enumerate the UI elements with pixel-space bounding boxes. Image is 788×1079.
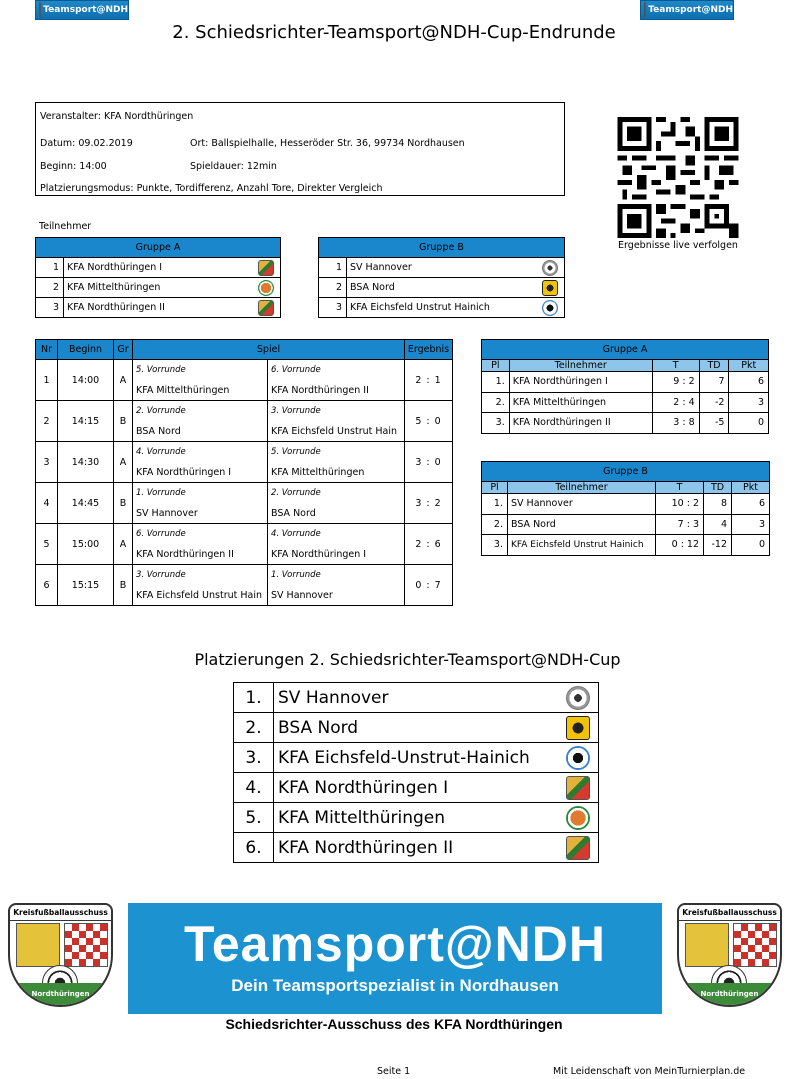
veranstalter: Veranstalter: KFA Nordthüringen xyxy=(40,111,194,122)
placement-team: KFA Eichsfeld-Unstrut-Hainich xyxy=(274,743,559,773)
game-time: 15:15 xyxy=(58,565,114,606)
crest-base: Nordthüringen xyxy=(10,983,111,1005)
team-nr: 1 xyxy=(36,258,64,278)
page-number: Seite 1 xyxy=(377,1066,411,1077)
table-row xyxy=(482,494,770,515)
away-label: 6. Vorrunde xyxy=(268,360,405,381)
game-result: 3 : 0 xyxy=(405,442,453,483)
team-name: KFA Nordthüringen I xyxy=(64,258,253,278)
away-team: KFA Nordthüringen I xyxy=(268,544,405,565)
pkt: 6 xyxy=(732,494,770,515)
pl: 3. xyxy=(482,535,508,556)
game-result: 0 : 7 xyxy=(405,565,453,606)
organizer-line: Schiedsrichter-Ausschuss des KFA Nordthüringen xyxy=(225,1016,563,1032)
game-row xyxy=(36,360,453,381)
tore: 3 : 8 xyxy=(652,413,699,434)
banner-title: Teamsport@NDH xyxy=(184,916,606,972)
lion-icon xyxy=(16,923,60,967)
placement-pos: 1. xyxy=(234,683,274,713)
table-row xyxy=(482,514,770,535)
tore: 7 : 3 xyxy=(656,514,704,535)
teamsport-logo-left xyxy=(35,0,129,20)
home-team: KFA Nordthüringen I xyxy=(133,462,268,483)
game-group: A xyxy=(114,524,133,565)
table-row xyxy=(319,278,565,298)
kfa-nordthueringen-crest-icon xyxy=(566,836,590,860)
crest-base: Nordthüringen xyxy=(679,983,780,1005)
game-result: 3 : 2 xyxy=(405,483,453,524)
team: BSA Nord xyxy=(508,514,656,535)
pl: 2. xyxy=(482,514,508,535)
placement-pos: 5. xyxy=(234,803,274,833)
td: -2 xyxy=(699,392,729,413)
table-row xyxy=(482,535,770,556)
game-row xyxy=(36,483,453,504)
team: KFA Nordthüringen II xyxy=(509,413,652,434)
team-name: BSA Nord xyxy=(347,278,537,298)
team-nr: 3 xyxy=(36,298,64,318)
logo-text: Teamsport@NDH xyxy=(648,5,733,15)
col-spiel: Spiel xyxy=(133,340,405,360)
placement-pos: 2. xyxy=(234,713,274,743)
placement-pos: 3. xyxy=(234,743,274,773)
kfa-mittelthueringen-logo-icon xyxy=(566,806,590,830)
spieldauer: Spieldauer: 12min xyxy=(190,161,277,172)
placement-pos: 6. xyxy=(234,833,274,863)
placement-team: KFA Nordthüringen I xyxy=(274,773,559,803)
away-label: 5. Vorrunde xyxy=(268,442,405,463)
game-group: B xyxy=(114,483,133,524)
placement-row xyxy=(234,683,599,713)
standings-title: Gruppe A xyxy=(482,340,769,360)
kfa-eichsfeld-logo-icon xyxy=(566,746,590,770)
td: -12 xyxy=(704,535,732,556)
pkt: 3 xyxy=(732,514,770,535)
col-gr: Gr xyxy=(114,340,133,360)
game-group: B xyxy=(114,401,133,442)
placement-row xyxy=(234,743,599,773)
col-t: T xyxy=(652,360,699,372)
qr-caption: Ergebnisse live verfolgen xyxy=(618,240,738,251)
game-time: 15:00 xyxy=(58,524,114,565)
game-time: 14:15 xyxy=(58,401,114,442)
crest-ribbon: Kreisfußballausschuss xyxy=(679,905,780,921)
pl: 1. xyxy=(482,372,510,393)
team-nr: 2 xyxy=(36,278,64,298)
game-group: A xyxy=(114,360,133,401)
pl: 2. xyxy=(482,392,510,413)
tournament-info xyxy=(35,102,565,196)
team-nr: 1 xyxy=(319,258,347,278)
kfa-crest-left xyxy=(8,903,113,1007)
kfa-crest-right xyxy=(677,903,782,1007)
logo-text: Teamsport@NDH xyxy=(43,5,128,15)
pl: 1. xyxy=(482,494,508,515)
col-ergebnis: Ergebnis xyxy=(405,340,453,360)
team: KFA Eichsfeld Unstrut Hainich xyxy=(508,535,656,556)
placement-row xyxy=(234,803,599,833)
kfa-nordthueringen-crest-icon xyxy=(258,260,274,276)
col-pkt: Pkt xyxy=(732,482,770,494)
table-row xyxy=(319,298,565,318)
team: KFA Mittelthüringen xyxy=(509,392,652,413)
team: SV Hannover xyxy=(508,494,656,515)
col-td: TD xyxy=(699,360,729,372)
game-time: 14:30 xyxy=(58,442,114,483)
game-result: 5 : 0 xyxy=(405,401,453,442)
beginn: Beginn: 14:00 xyxy=(40,161,107,172)
pkt: 0 xyxy=(732,535,770,556)
game-nr: 2 xyxy=(36,401,58,442)
pkt: 0 xyxy=(729,413,769,434)
col-pl: Pl xyxy=(482,360,510,372)
game-result: 2 : 1 xyxy=(405,360,453,401)
away-team: SV Hannover xyxy=(268,585,405,606)
pkt: 6 xyxy=(729,372,769,393)
tore: 0 : 12 xyxy=(656,535,704,556)
home-team: KFA Eichsfeld Unstrut Hain xyxy=(133,585,268,606)
team-nr: 3 xyxy=(319,298,347,318)
placement-team: KFA Nordthüringen II xyxy=(274,833,559,863)
team-name: KFA Mittelthüringen xyxy=(64,278,253,298)
col-pl: Pl xyxy=(482,482,508,494)
home-label: 3. Vorrunde xyxy=(133,565,268,586)
game-nr: 4 xyxy=(36,483,58,524)
game-row xyxy=(36,524,453,545)
table-row xyxy=(36,278,281,298)
credit-link[interactable]: Mit Leidenschaft von MeinTurnierplan.de xyxy=(553,1066,746,1077)
home-team: KFA Nordthüringen II xyxy=(133,544,268,565)
team-name: KFA Eichsfeld Unstrut Hainich xyxy=(347,298,537,318)
kfa-crest-icon xyxy=(644,2,646,18)
game-time: 14:00 xyxy=(58,360,114,401)
away-team: KFA Nordthüringen II xyxy=(268,380,405,401)
group-title: Gruppe B xyxy=(319,238,565,258)
placement-pos: 4. xyxy=(234,773,274,803)
table-row xyxy=(482,392,769,413)
teamsport-banner xyxy=(128,903,662,1014)
placement-team: KFA Mittelthüringen xyxy=(274,803,559,833)
tore: 10 : 2 xyxy=(656,494,704,515)
away-label: 2. Vorrunde xyxy=(268,483,405,504)
game-result: 2 : 6 xyxy=(405,524,453,565)
teilnehmer-label: Teilnehmer xyxy=(39,221,92,232)
standings-group-a xyxy=(481,339,769,434)
tore: 9 : 2 xyxy=(652,372,699,393)
game-nr: 3 xyxy=(36,442,58,483)
placement-team: SV Hannover xyxy=(274,683,559,713)
home-label: 5. Vorrunde xyxy=(133,360,268,381)
away-label: 4. Vorrunde xyxy=(268,524,405,545)
away-label: 1. Vorrunde xyxy=(268,565,405,586)
lion-icon xyxy=(685,923,729,967)
away-team: BSA Nord xyxy=(268,503,405,524)
ort: Ort: Ballspielhalle, Hesseröder Str. 36, 99734 Nordhausen xyxy=(190,138,465,149)
kfa-nordthueringen-crest-icon xyxy=(258,300,274,316)
home-label: 6. Vorrunde xyxy=(133,524,268,545)
game-row xyxy=(36,565,453,586)
bsa-nord-logo-icon xyxy=(566,716,590,740)
away-label: 3. Vorrunde xyxy=(268,401,405,422)
crest-ribbon: Kreisfußballausschuss xyxy=(10,905,111,921)
group-b-table xyxy=(318,237,565,318)
col-beginn: Beginn xyxy=(58,340,114,360)
kfa-nordthueringen-crest-icon xyxy=(566,776,590,800)
away-team: KFA Eichsfeld Unstrut Hain xyxy=(268,421,405,442)
col-t: T xyxy=(656,482,704,494)
datum: Datum: 09.02.2019 xyxy=(40,138,133,149)
col-nr: Nr xyxy=(36,340,58,360)
banner-subtitle: Dein Teamsportspezialist in Nordhausen xyxy=(231,976,559,995)
game-nr: 5 xyxy=(36,524,58,565)
qr-code[interactable] xyxy=(616,117,740,238)
page-title: 2. Schiedsrichter-Teamsport@NDH-Cup-Endrunde xyxy=(172,22,616,43)
col-pkt: Pkt xyxy=(729,360,769,372)
col-td: TD xyxy=(704,482,732,494)
checkered-shield-icon xyxy=(64,923,108,967)
col-teilnehmer: Teilnehmer xyxy=(508,482,656,494)
games-table xyxy=(35,339,453,606)
table-row xyxy=(36,258,281,278)
td: 4 xyxy=(704,514,732,535)
game-row xyxy=(36,401,453,422)
home-team: BSA Nord xyxy=(133,421,268,442)
table-row xyxy=(482,372,769,393)
placements-title: Platzierungen 2. Schiedsrichter-Teamsport@NDH-Cup xyxy=(194,650,621,669)
placement-row xyxy=(234,833,599,863)
sv-hannover-logo-icon xyxy=(566,686,590,710)
group-a-table xyxy=(35,237,281,318)
placement-team: BSA Nord xyxy=(274,713,559,743)
pl: 3. xyxy=(482,413,510,434)
platzierungsmodus: Platzierungsmodus: Punkte, Tordifferenz, Anzahl Tore, Direkter Vergleich xyxy=(40,183,383,194)
team-name: KFA Nordthüringen II xyxy=(64,298,253,318)
game-group: B xyxy=(114,565,133,606)
home-team: SV Hannover xyxy=(133,503,268,524)
kfa-mittelthueringen-logo-icon xyxy=(258,280,274,296)
td: -5 xyxy=(699,413,729,434)
game-time: 14:45 xyxy=(58,483,114,524)
col-teilnehmer: Teilnehmer xyxy=(509,360,652,372)
team-nr: 2 xyxy=(319,278,347,298)
away-team: KFA Mittelthüringen xyxy=(268,462,405,483)
teamsport-logo-right xyxy=(640,0,734,20)
game-nr: 6 xyxy=(36,565,58,606)
bsa-nord-logo-icon xyxy=(542,280,558,296)
td: 7 xyxy=(699,372,729,393)
home-label: 4. Vorrunde xyxy=(133,442,268,463)
standings-group-b xyxy=(481,461,770,556)
group-title: Gruppe A xyxy=(36,238,281,258)
pkt: 3 xyxy=(729,392,769,413)
sv-hannover-logo-icon xyxy=(542,260,558,276)
team: KFA Nordthüringen I xyxy=(509,372,652,393)
placement-row xyxy=(234,773,599,803)
home-label: 2. Vorrunde xyxy=(133,401,268,422)
kfa-eichsfeld-logo-icon xyxy=(542,300,558,316)
td: 8 xyxy=(704,494,732,515)
home-label: 1. Vorrunde xyxy=(133,483,268,504)
tore: 2 : 4 xyxy=(652,392,699,413)
checkered-shield-icon xyxy=(733,923,777,967)
placement-row xyxy=(234,713,599,743)
table-row xyxy=(36,298,281,318)
game-nr: 1 xyxy=(36,360,58,401)
standings-title: Gruppe B xyxy=(482,462,770,482)
game-group: A xyxy=(114,442,133,483)
game-row xyxy=(36,442,453,463)
kfa-crest-icon xyxy=(39,2,41,18)
placements-table xyxy=(233,682,599,863)
table-row xyxy=(482,413,769,434)
table-row xyxy=(319,258,565,278)
team-name: SV Hannover xyxy=(347,258,537,278)
home-team: KFA Mittelthüringen xyxy=(133,380,268,401)
